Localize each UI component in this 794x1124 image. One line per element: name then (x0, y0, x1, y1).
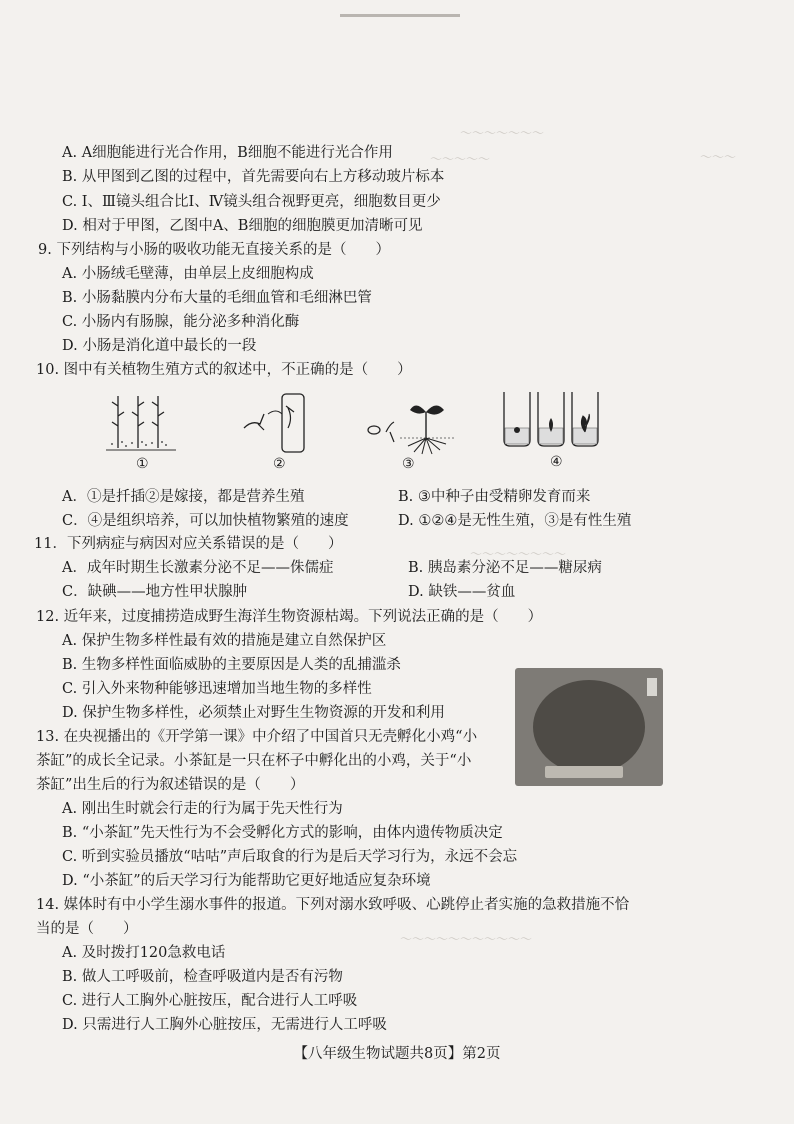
q11-option-a: A．成年时期生长激素分泌不足——侏儒症 (62, 560, 334, 576)
figure-2-label: ② (273, 456, 286, 472)
bleed-through-text: ～～～～～～～ (460, 126, 545, 140)
q11-option-b: B. 胰岛素分泌不足——糖尿病 (408, 560, 602, 576)
seed-germination-figure (364, 390, 460, 456)
q8-option-a: A. A细胞能进行光合作用，B细胞不能进行光合作用 (62, 145, 393, 161)
bleed-through-text: ～～～ (700, 150, 737, 164)
q9-option-b: B. 小肠黏膜内分布大量的毛细血管和毛细淋巴管 (62, 290, 372, 306)
q9-option-a: A. 小肠绒毛壁薄，由单层上皮细胞构成 (62, 266, 314, 282)
q13-stem-line-2: 茶缸”的成长全记录。小茶缸是一只在杯子中孵化出的小鸡，关于“小 (36, 753, 472, 769)
q10-option-d: D. ①②④是无性生殖，③是有性生殖 (398, 513, 632, 529)
q13-option-b: B. “小茶缸”先天性行为不会受孵化方式的影响，由体内遗传物质决定 (62, 825, 503, 841)
q11-option-d: D. 缺铁——贫血 (408, 584, 516, 600)
q14-option-b: B. 做人工呼吸前，检查呼吸道内是否有污物 (62, 969, 343, 985)
cutting-figure (98, 392, 184, 452)
q13-option-d: D. “小茶缸”的后天学习行为能帮助它更好地适应复杂环境 (62, 873, 431, 889)
bleed-through-text: ～～～～～ (430, 152, 491, 166)
grafting-figure (238, 388, 318, 456)
figure-4-label: ④ (550, 454, 563, 470)
q12-option-a: A. 保护生物多样性最有效的措施是建立自然保护区 (62, 633, 387, 649)
photo-caption-strip (545, 766, 623, 778)
q12-option-b: B. 生物多样性面临威胁的主要原因是人类的乱捕滥杀 (62, 657, 401, 673)
q10-option-b: B. ③中种子由受精卵发育而来 (398, 489, 591, 505)
chick-photo (515, 668, 663, 786)
q14-option-d: D. 只需进行人工胸外心脏按压，无需进行人工呼吸 (62, 1017, 387, 1033)
q14-stem-line-2: 当的是（ ） (36, 921, 138, 937)
q12-stem: 12. 近年来，过度捕捞造成野生海洋生物资源枯竭。下列说法正确的是（ ） (36, 609, 543, 625)
q14-option-a: A. 及时拨打120急救电话 (62, 945, 226, 961)
q14-stem-line-1: 14. 媒体时有中小学生溺水事件的报道。下列对溺水致呼吸、心跳停止者实施的急救措施不恰 (36, 897, 630, 913)
q8-option-d: D. 相对于甲图，乙图中A、B细胞的细胞膜更加清晰可见 (62, 218, 423, 234)
q13-stem-line-3: 茶缸”出生后的行为叙述错误的是（ ） (36, 777, 305, 793)
bleed-through-text: ～～～～～～～～ (470, 547, 567, 561)
q10-option-a: A．①是扦插②是嫁接，都是营养生殖 (62, 489, 305, 505)
q13-stem-line-1: 13. 在央视播出的《开学第一课》中介绍了中国首只无壳孵化小鸡“小 (36, 729, 478, 745)
q8-option-b: B. 从甲图到乙图的过程中，首先需要向右上方移动玻片标本 (62, 169, 445, 185)
q14-option-c: C. 进行人工胸外心脏按压，配合进行人工呼吸 (62, 993, 358, 1009)
q9-stem: 9. 下列结构与小肠的吸收功能无直接关系的是（ ） (38, 242, 390, 258)
q10-stem: 10. 图中有关植物生殖方式的叙述中，不正确的是（ ） (36, 362, 412, 378)
egg-cup-image (533, 680, 645, 774)
q8-option-c: C. Ⅰ、Ⅲ镜头组合比Ⅰ、Ⅳ镜头组合视野更亮，细胞数目更少 (62, 194, 441, 210)
bleed-through-text: ～～～～～～～～～～～ (400, 932, 533, 946)
tv-logo-mark (647, 678, 657, 696)
q11-stem: 11．下列病症与病因对应关系错误的是（ ） (34, 536, 343, 552)
plant-reproduction-figures (88, 388, 608, 476)
page-footer: 【八年级生物试题共8页】第2页 (293, 1046, 501, 1062)
q12-option-c: C. 引入外来物种能够迅速增加当地生物的多样性 (62, 681, 372, 697)
q9-option-c: C. 小肠内有肠腺，能分泌多种消化酶 (62, 314, 300, 330)
q13-option-c: C. 听到实验员播放“咕咕”声后取食的行为是后天学习行为，永远不会忘 (62, 849, 518, 865)
q13-option-a: A. 刚出生时就会行走的行为属于先天性行为 (62, 801, 343, 817)
q11-option-c: C．缺碘——地方性甲状腺肿 (62, 584, 248, 600)
q12-option-d: D. 保护生物多样性，必须禁止对野生生物资源的开发和利用 (62, 705, 445, 721)
q9-option-d: D. 小肠是消化道中最长的一段 (62, 338, 257, 354)
header-rule (340, 14, 460, 17)
figure-3-label: ③ (402, 456, 415, 472)
tissue-culture-figure (498, 388, 604, 450)
q10-option-c: C．④是组织培养，可以加快植物繁殖的速度 (62, 513, 349, 529)
figure-1-label: ① (136, 456, 149, 472)
